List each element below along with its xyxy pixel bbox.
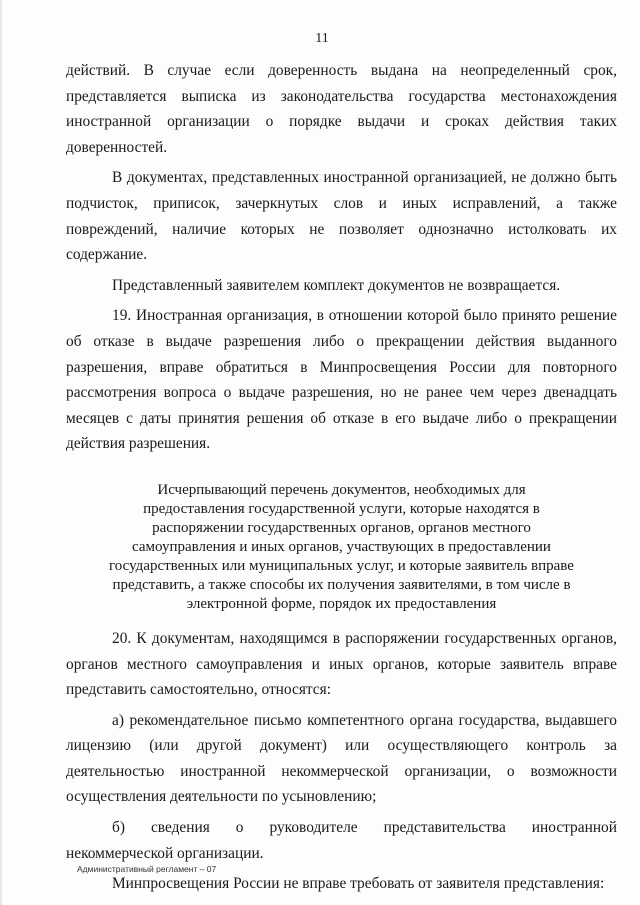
paragraph-19: 19. Иностранная организация, в отношении которой было принято решение об отказе в выдаче разрешения либо о прекращении действия выданного разрешения, вправе обратиться в Минпросвещения России для повторного рассмотрения вопроса о выдаче разрешения, но не ранее чем через двенадцать месяцев с даты принятия решения об отказе в его выдаче либо о прекращении действия разрешения.	[66, 307, 617, 453]
section-heading: Исчерпывающий перечень документов, необходимых для предоставления государственной услуги, которые находятся в распоряжении государственных органов, органов местного самоуправления и иных органов, участвующих в предоставлении государственных или муниципальных услуг, и которые заявитель вправе представить, а также способы их получения заявителями, в том числе в электронной форме, порядок их предоставления	[109, 481, 574, 612]
paragraph-continuation: действий. В случае если доверенность выдана на неопределенный срок, представляется выписка из законодательства государства местонахождения иностранной организации о порядке выдачи и сроках действия таких доверенностей.	[66, 62, 617, 156]
paragraph-not-entitled: Минпросвещения России не вправе требовать от заявителя представления:	[112, 875, 605, 893]
document-body	[66, 58, 617, 897]
footer-note: Административный регламент – 07	[77, 864, 217, 874]
page-number: 11	[315, 31, 329, 46]
list-item-a: а) рекомендательное письмо компетентного органа государства, выдавшего лицензию (или другой документ) или осуществляющего контроль за деятельностью иностранной некоммерческой организации, о возможности осуществления деятельности по усыновлению;	[66, 711, 617, 806]
paragraph-not-returned: Представленный заявителем комплект документов не возвращается.	[112, 276, 561, 294]
paragraph-20: 20. К документам, находящимся в распоряжении государственных органов, органов местного самоуправления и иных органов, которые заявитель вправе представить самостоятельно, относятся:	[66, 629, 617, 699]
list-item-b: б) сведения о руководителе представительства иностранной некоммерческой организации.	[66, 819, 617, 862]
paragraph-no-corrections: В документах, представленных иностранной организацией, не должно быть подчисток, приписок, зачеркнутых слов и иных исправлений, а также повреждений, наличие которых не позволяет однозначно истолковать их содержание.	[66, 169, 617, 264]
